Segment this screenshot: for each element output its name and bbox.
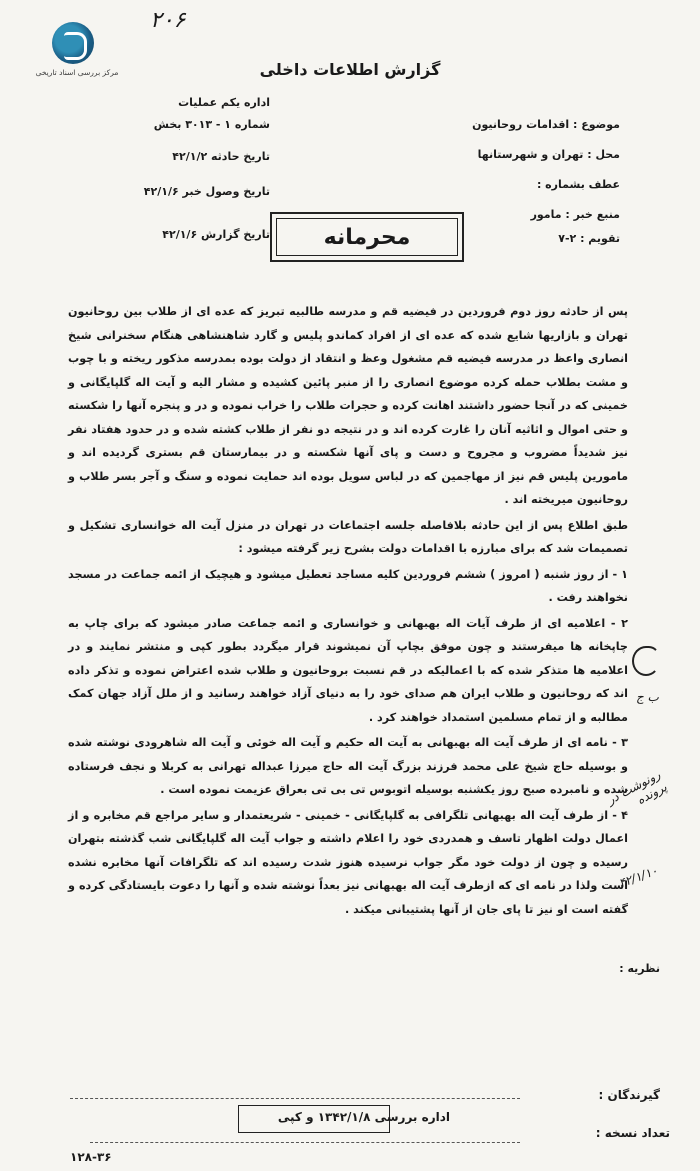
meta-department: اداره یکم عملیات [178, 96, 270, 109]
meta-number: شماره ۱ - ۳۰۱۳ بخش [153, 118, 270, 131]
margin-note-initials: ب ج [636, 690, 659, 704]
body-list-item: ۴ - از طرف آیت اله بهبهانی تلگرافی به گلپایگانی - خمینی - شریعتمدار و سایر مراجع قم مخابره و از اعمال دولت اظهار تاسف و همدردی خود را اعلام داشته و جواب آیت اله گلپایگانی شب گذشته بتهران رسیده و چون از دولت خود مگر جواب نرسیده هنوز شدت رسیده اند که تلگرافات آنها مخابره نشده است ولذا در نامه ای که ازطرف آیت اله بهبهانی نیز بعداً نوشته شده و آنها را دعوت بایستادگی کرده و گفته است او نیز تا پای جان از آنها پشتیبانی میکند . [68, 808, 628, 916]
footer-receivers-label: گیرندگان : [598, 1088, 660, 1102]
confidential-stamp [270, 212, 464, 262]
meta-following: عطف بشماره : [536, 178, 620, 191]
body-paragraph: پس از حادثه روز دوم فروردین در فیضیه قم و مدرسه طالبیه تبریز که عده ای از طلاب بین روحانیون تهران و بازاریها شایع شده که عده ای از افراد کماندو پلیس و گارد شاهنشاهی هنگام سخنرانی شیخ انصاری واعظ در مدرسه فیضیه قم مشغول وعظ و انتقاد از دولت بوده بمدرسه مذکور ریخته و با چوب و مشت بطلاب حمله کرده موضوع انصاری را از منبر پائین کشیده و مشار الیه و آیت اله گلپایگانی و خمینی که در آنجا حضور داشتند اهانت کرده و حجرات طلاب را خراب نموده و در و پنجره آنها را شکسته و حتی اموال و اثاثیه آنان را غارت کرده اند و در نتیجه دو نفر از طلاب کشته شده و در حدود هفتاد نفر نیز شدیداً مضروب و مجروح و دست و پای آنها شکسته و در بیمارستان قم بستری گردیده اند و مامورین پلیس قم نیز از مهاجمین که در لباس سویل بوده اند حمایت نموده و سنگ و آجر بسر طلاب و روحانیون میریخته اند . [68, 305, 628, 506]
confidential-stamp-text: محرمانه [276, 218, 458, 256]
meta-place: محل : تهران و شهرستانها [477, 148, 620, 161]
logo-caption: مرکز بررسی اسناد تاریخی [35, 68, 119, 77]
meta-event-date: تاریخ حادثه ۴۲/۱/۲ [172, 150, 270, 163]
archive-logo-icon [52, 22, 94, 64]
body-list-item: ۱ - از روز شنبه ( امروز ) ششم فروردین کلیه مساجد تعطیل میشود و هیچیک از ائمه جماعت در مسجد نخواهند رفت . [68, 567, 628, 604]
meta-received-date: تاریخ وصول خبر ۴۲/۱/۶ [143, 185, 270, 198]
margin-note-date: ۴۲/۱/۱۰ [616, 863, 660, 891]
footer-distribution: اداره بررسی ۱۳۴۲/۱/۸ و کپی [277, 1110, 450, 1124]
report-body [68, 300, 628, 923]
body-list-item: ۳ - نامه ای از طرف آیت اله بهبهانی به آیت اله حکیم و آیت اله خوئی و آیت اله شاهرودی نوشته شده و بوسیله حاج شیخ علی محمد فرزند بزرگ آیت اله حاج میرزا عبداله تهرانی به کربلا و نجف فرستاده شده و نامبرده صبح روز یکشنبه بوسیله اتوبوس تی بی تی بعراق عزیمت نموده است . [68, 736, 628, 796]
body-list-item: ۲ - اعلامیه ای از طرف آیات اله بهبهانی و خوانساری و ائمه جماعت صادر میشود که برای چاپ به چاپخانه ها میفرستند و چون موفق بچاپ آن نمیشوند قرار میگردد بطور کپی و منتشر نمایند و در اعلامیه ها متذکر شده که با اعمالیکه در قم نسبت بروحانیون و طلاب شده اعتراض نموده و تذکر داده اند که روحانیون و طلاب ایران هم صدای خود را به دنیای آزاد خواهند رسانید و از ملل آزاد جهان کمک مطالبه و از تمام مسلمین استمداد خواهند کرد . [68, 616, 628, 724]
meta-report-date: تاریخ گزارش ۴۲/۱/۶ [162, 228, 270, 241]
margin-note-file: رونوشت در پرونده [604, 767, 670, 808]
handwritten-circle-mark [632, 646, 660, 676]
document-title: گزارش اطلاعات داخلی [259, 60, 441, 79]
corner-handwritten-number: ۲۰۶ [150, 8, 186, 33]
footer-divider-lower [90, 1142, 520, 1143]
form-code: ۱۲۸-۳۶ [70, 1150, 112, 1164]
meta-subject: موضوع : اقدامات روحانیون [472, 118, 620, 131]
footer-copies-label: تعداد نسخه : [595, 1126, 670, 1140]
meta-source: منبع خبر : مامور [530, 208, 620, 221]
meta-evaluation: تقویم : ۲-۷ [558, 232, 620, 245]
body-paragraph: طبق اطلاع پس از این حادثه بلافاصله جلسه اجتماعات در تهران در منزل آیت اله خوانساری تشکیل و تصمیمات شد که برای مبارزه با اقدامات دولت بشرح زیر گرفته میشود : [68, 518, 628, 555]
footer-divider [70, 1098, 520, 1099]
opinion-label: نظریه : [619, 962, 660, 975]
